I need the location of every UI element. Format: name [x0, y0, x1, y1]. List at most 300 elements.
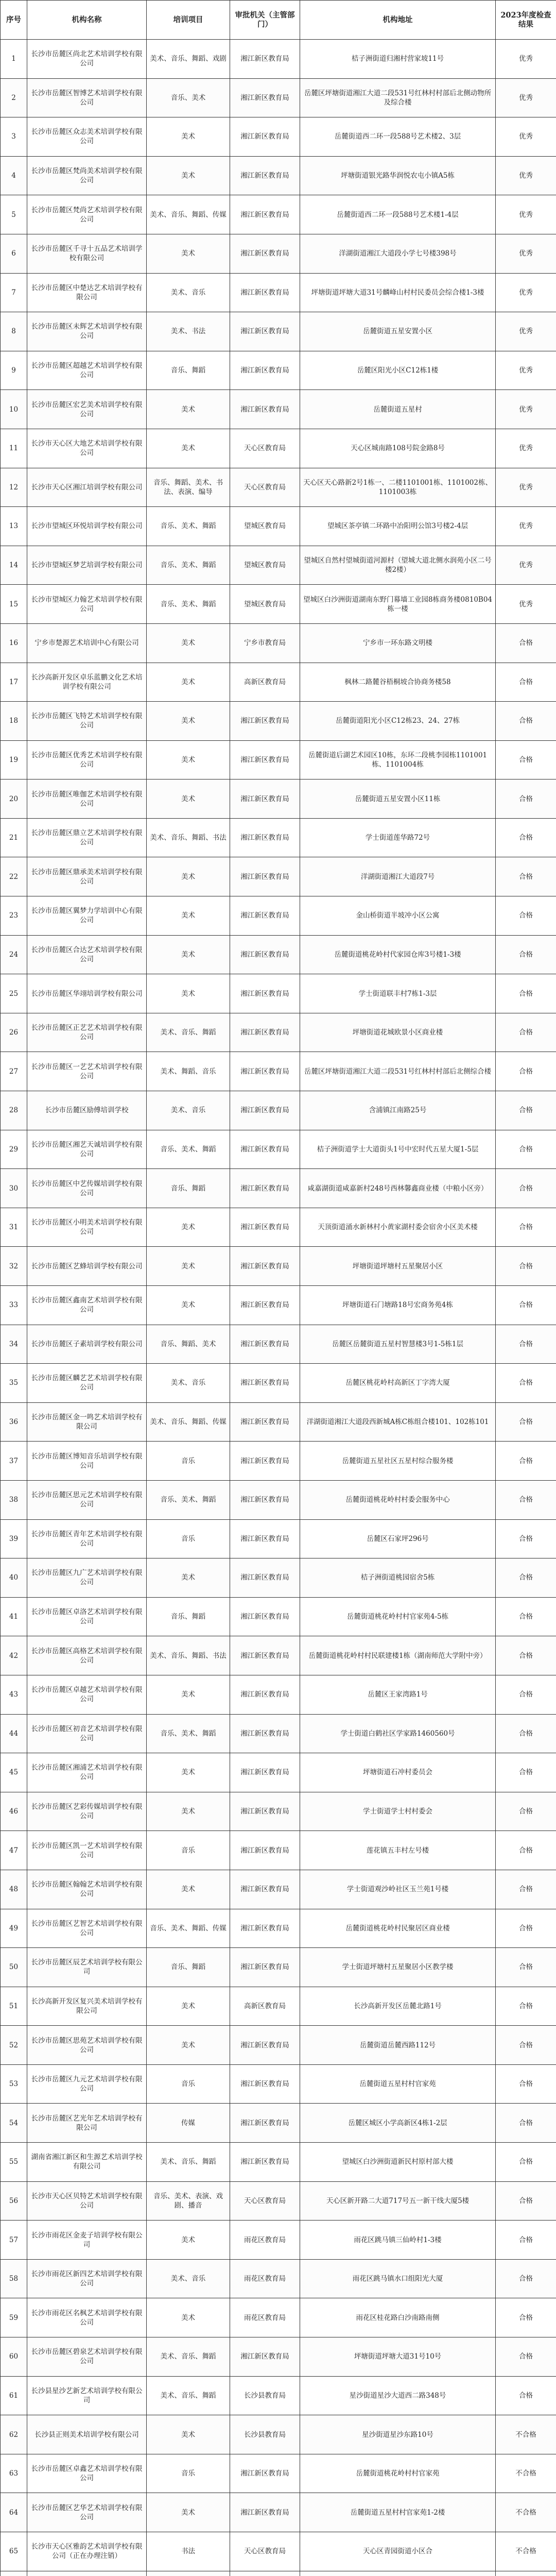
- cell-address: 岳麓街道桃花岭村村委会服务中心: [300, 1480, 496, 1519]
- cell-address: 莲花镇五丰村左号楼: [300, 1831, 496, 1870]
- cell-training-project: 音乐、舞蹈: [147, 351, 230, 390]
- cell-inspection-result: 合格: [496, 1792, 556, 1831]
- cell-training-project: 音乐、美术、舞蹈: [147, 1130, 230, 1169]
- cell-approval-authority: 湘江新区教育局: [230, 1091, 300, 1130]
- cell-inspection-result: 优秀: [496, 546, 556, 585]
- cell-training-project: 音乐、美术、表演、戏剧、播音: [147, 2181, 230, 2221]
- cell-training-project: 美术: [147, 1792, 230, 1831]
- cell-inspection-result: 合格: [496, 896, 556, 936]
- cell-no: 33: [1, 1286, 27, 1325]
- cell-institution-name: 长沙市岳麓区卓洛艺术培训学校有限公司: [27, 1597, 147, 1636]
- cell-no: 59: [1, 2298, 27, 2337]
- cell-approval-authority: 湘江新区教育局: [230, 1013, 300, 1052]
- cell-training-project: 传媒: [147, 2104, 230, 2143]
- cell-institution-name: 长沙市岳麓区辰艺术培训学校有限公司: [27, 1948, 147, 1987]
- cell-address: 岳麓区坪塘街道湘江大道二段531号红林村村部后北侧动物所及综合楼: [300, 78, 496, 117]
- cell-training-project: 音乐: [147, 1442, 230, 1481]
- cell-training-project: 美术: [147, 2415, 230, 2454]
- table-row: [1, 1948, 556, 1987]
- cell-no: 16: [1, 623, 27, 663]
- cell-training-project: 美术: [147, 2026, 230, 2065]
- cell-address: 坪塘街道坪塘村五星聚居小区: [300, 1247, 496, 1286]
- cell-institution-name: 长沙市岳麓区卓鑫艺术培训学校有限公司: [27, 2454, 147, 2493]
- cell-training-project: 音乐、美术、舞蹈: [147, 1480, 230, 1519]
- cell-no: 3: [1, 117, 27, 157]
- cell-address: 坪塘街道银光路华润悦农屯小镇A5栋: [300, 156, 496, 195]
- cell-training-project: 音乐: [147, 2454, 230, 2493]
- table-row: [1, 1714, 556, 1753]
- cell-training-project: 美术、音乐、舞蹈、传媒: [147, 1402, 230, 1442]
- cell-training-project: 音乐、美术、舞蹈、传媒: [147, 1909, 230, 1948]
- cell-inspection-result: 合格: [496, 1364, 556, 1403]
- cell-no: 7: [1, 273, 27, 312]
- cell-approval-authority: 湘江新区教育局: [230, 1247, 300, 1286]
- table-row: [1, 1364, 556, 1403]
- cell-address: 天心区新开路二大道717号五一新干线大厦5楼: [300, 2181, 496, 2221]
- cell-approval-authority: 天心区教育局: [230, 2532, 300, 2571]
- cell-training-project: 美术: [147, 779, 230, 819]
- cell-inspection-result: 合格: [496, 1013, 556, 1052]
- cell-approval-authority: 湘江新区教育局: [230, 1442, 300, 1481]
- cell-institution-name: 长沙市岳麓区智博艺术培训学校有限公司: [27, 78, 147, 117]
- cell-approval-authority: 湘江新区教育局: [230, 1792, 300, 1831]
- table-row: [1, 1636, 556, 1675]
- cell-address: 岳麓区岳麓街道五星村智慧楼3号1-5栋1层: [300, 1325, 496, 1364]
- cell-no: 44: [1, 1714, 27, 1753]
- cell-training-project: 音乐、舞蹈、美术、书法、表演、编导: [147, 468, 230, 507]
- table-row: [1, 1597, 556, 1636]
- cell-address: 望城区茶亭镇二环路中冶阳明公馆3号楼2-4层: [300, 507, 496, 546]
- cell-approval-authority: 湘江新区教育局: [230, 1402, 300, 1442]
- cell-training-project: 音乐、美术、舞蹈: [147, 585, 230, 624]
- table-row: [1, 896, 556, 936]
- cell-training-project: 音乐、舞蹈、美术: [147, 1325, 230, 1364]
- cell-no: 50: [1, 1948, 27, 1987]
- cell-institution-name: 长沙市岳麓区艺华艺术培训学校有限公司: [27, 2493, 147, 2532]
- cell-institution-name: 长沙市岳麓区湘艺天诚培训学校有限公司: [27, 1130, 147, 1169]
- cell-no: 57: [1, 2221, 27, 2260]
- cell-no: 11: [1, 429, 27, 468]
- cell-training-project: 美术: [147, 1208, 230, 1247]
- cell-training-project: 美术: [147, 663, 230, 702]
- cell-institution-name: 长沙市岳麓区翰翰艺术培训学校有限公司: [27, 1870, 147, 1909]
- cell-address: 学士街道白鹤社区学家路1460560号: [300, 1714, 496, 1753]
- cell-training-project: 美术、音乐: [147, 273, 230, 312]
- cell-inspection-result: 合格: [496, 857, 556, 896]
- cell-approval-authority: 湘江新区教育局: [230, 818, 300, 857]
- cell-approval-authority: 湘江新区教育局: [230, 1130, 300, 1169]
- cell-approval-authority: 长沙县教育局: [230, 2415, 300, 2454]
- cell-no: 15: [1, 585, 27, 624]
- cell-approval-authority: 天心区教育局: [230, 2181, 300, 2221]
- cell-approval-authority: 宁乡市教育局: [230, 623, 300, 663]
- cell-inspection-result: 优秀: [496, 468, 556, 507]
- cell-no: 26: [1, 1013, 27, 1052]
- cell-address: 金山桥街道半坡冲小区公寓: [300, 896, 496, 936]
- table-row: [1, 2532, 556, 2571]
- cell-training-project: 美术、音乐: [147, 2259, 230, 2298]
- cell-no: 45: [1, 1753, 27, 1792]
- cell-no: 36: [1, 1402, 27, 1442]
- cell-no: [1, 2571, 27, 2576]
- cell-inspection-result: 合格: [496, 2221, 556, 2260]
- cell-inspection-result: 合格: [496, 2181, 556, 2221]
- cell-no: 30: [1, 1169, 27, 1208]
- cell-training-project: 美术、音乐: [147, 1364, 230, 1403]
- cell-no: 38: [1, 1480, 27, 1519]
- cell-no: 62: [1, 2415, 27, 2454]
- cell-approval-authority: 高新区教育局: [230, 663, 300, 702]
- cell-no: 51: [1, 1987, 27, 2026]
- table-row: [1, 1753, 556, 1792]
- cell-address: 岳麓街道五星安置小区11栋: [300, 779, 496, 819]
- cell-address: 岳麓区王家湾路1号: [300, 1675, 496, 1714]
- cell-training-project: 美术: [147, 896, 230, 936]
- cell-no: 37: [1, 1442, 27, 1481]
- cell-address: 学士街道坪塘村五星聚居小区教学楼: [300, 1948, 496, 1987]
- cell-no: 64: [1, 2493, 27, 2532]
- cell-institution-name: 宁乡市楚源艺术培训中心有限公司: [27, 623, 147, 663]
- cell-approval-authority: 湘江新区教育局: [230, 2337, 300, 2377]
- cell-approval-authority: 湘江新区教育局: [230, 1948, 300, 1987]
- cell-no: 31: [1, 1208, 27, 1247]
- cell-institution-name: 长沙市岳麓区艺彩传媒培训学校有限公司: [27, 1792, 147, 1831]
- cell-address: 洋湖街道湘江大道段小学七号楼398号: [300, 234, 496, 273]
- cell-institution-name: 长沙市岳麓区鑫南艺术培训学校有限公司: [27, 1286, 147, 1325]
- cell-training-project: 美术: [147, 1987, 230, 2026]
- table-row: [1, 234, 556, 273]
- cell-institution-name: 长沙市望城区梦艺培训学校有限公司: [27, 546, 147, 585]
- cell-approval-authority: 湘江新区教育局: [230, 1597, 300, 1636]
- cell-address: 枫林二路麓谷梧桐坡合协商务楼58: [300, 663, 496, 702]
- cell-address: 岳麓区阳光小区C12栋1楼: [300, 351, 496, 390]
- cell-approval-authority: [230, 2571, 300, 2576]
- cell-institution-name: 长沙市岳麓区凯一艺术培训学校有限公司: [27, 1831, 147, 1870]
- cell-no: 46: [1, 1792, 27, 1831]
- cell-no: 6: [1, 234, 27, 273]
- cell-inspection-result: 合格: [496, 1402, 556, 1442]
- cell-inspection-result: 合格: [496, 1558, 556, 1598]
- cell-training-project: 音乐: [147, 1831, 230, 1870]
- table-row: [1, 117, 556, 157]
- table-row: [1, 623, 556, 663]
- cell-institution-name: 长沙市岳麓区飞特艺术培训学校有限公司: [27, 702, 147, 741]
- cell-inspection-result: 合格: [496, 2298, 556, 2337]
- cell-training-project: 美术: [147, 974, 230, 1013]
- table-row: [1, 1052, 556, 1091]
- cell-approval-authority: 望城区教育局: [230, 507, 300, 546]
- table-row: [1, 1870, 556, 1909]
- cell-no: 17: [1, 663, 27, 702]
- table-row: [1, 1909, 556, 1948]
- cell-no: 21: [1, 818, 27, 857]
- header-name: 机构名称: [27, 1, 147, 40]
- table-row: [1, 2376, 556, 2415]
- cell-inspection-result: 合格: [496, 1870, 556, 1909]
- cell-training-project: 音乐、美术、舞蹈: [147, 507, 230, 546]
- cell-no: 19: [1, 740, 27, 779]
- table-row: [1, 1208, 556, 1247]
- cell-address: 坪塘街道石冲村委员会: [300, 1753, 496, 1792]
- cell-address: 望城区白沙洲街道湖南东野门幕墙工业园8栋商务楼0810B04栋一楼: [300, 585, 496, 624]
- cell-no: 54: [1, 2104, 27, 2143]
- cell-institution-name: 长沙市岳麓区九元艺术培训学校有限公司: [27, 2064, 147, 2104]
- header-address: 机构地址: [300, 1, 496, 40]
- cell-institution-name: 长沙市岳麓区千寻十五品艺术培训学校有限公司: [27, 234, 147, 273]
- cell-approval-authority: 湘江新区教育局: [230, 1636, 300, 1675]
- cell-inspection-result: 合格: [496, 1831, 556, 1870]
- cell-approval-authority: 湘江新区教育局: [230, 1870, 300, 1909]
- cell-approval-authority: 湘江新区教育局: [230, 195, 300, 234]
- cell-address: 坪塘街道坪塘大道31号麟峰山村村民委员会综合楼1-3楼: [300, 273, 496, 312]
- cell-inspection-result: 优秀: [496, 234, 556, 273]
- cell-no: 10: [1, 390, 27, 429]
- cell-inspection-result: 合格: [496, 818, 556, 857]
- cell-approval-authority: 湘江新区教育局: [230, 2064, 300, 2104]
- table-row: [1, 702, 556, 741]
- table-row: [1, 351, 556, 390]
- cell-address: 桔子洲街道学士大道街头1号中宏时代五星大厦1-5层: [300, 1130, 496, 1169]
- cell-institution-name: 长沙市岳麓区思元艺术培训学校有限公司: [27, 1480, 147, 1519]
- cell-institution-name: 长沙市岳麓区华翊培训学校有限公司: [27, 974, 147, 1013]
- cell-inspection-result: 合格: [496, 2104, 556, 2143]
- cell-no: 2: [1, 78, 27, 117]
- table-row: [1, 2259, 556, 2298]
- cell-approval-authority: 湘江新区教育局: [230, 1909, 300, 1948]
- cell-institution-name: 长沙县星沙艺新艺术培训学校有限公司: [27, 2376, 147, 2415]
- cell-institution-name: 长沙市望城区环悦培训学校有限公司: [27, 507, 147, 546]
- cell-address: 学士街道观沙岭社区玉兰苑1号楼: [300, 1870, 496, 1909]
- cell-approval-authority: 湘江新区教育局: [230, 1286, 300, 1325]
- table-row: [1, 2337, 556, 2377]
- cell-address: 坪塘街道花城欧景小区商业楼: [300, 1013, 496, 1052]
- table-row: [1, 1402, 556, 1442]
- cell-institution-name: 长沙市雨花区金麦子培训学校有限公司: [27, 2221, 147, 2260]
- cell-training-project: 音乐: [147, 2064, 230, 2104]
- cell-training-project: 美术: [147, 1753, 230, 1792]
- cell-inspection-result: 合格: [496, 1519, 556, 1558]
- cell-approval-authority: 湘江新区教育局: [230, 390, 300, 429]
- cell-inspection-result: 合格: [496, 1714, 556, 1753]
- cell-no: 22: [1, 857, 27, 896]
- cell-no: 61: [1, 2376, 27, 2415]
- cell-address: 岳麓街道桃花岭村代家园仓库3号楼1-3楼: [300, 935, 496, 974]
- table-row: [1, 2454, 556, 2493]
- cell-no: 20: [1, 779, 27, 819]
- cell-training-project: 美术: [147, 2493, 230, 2532]
- table-row: [1, 1169, 556, 1208]
- cell-training-project: 美术、音乐、舞蹈、书法: [147, 1636, 230, 1675]
- cell-approval-authority: 湘江新区教育局: [230, 1558, 300, 1598]
- cell-address: 星沙街道星沙大道西二路348号: [300, 2376, 496, 2415]
- table-row: [1, 78, 556, 117]
- table-row: [1, 1286, 556, 1325]
- cell-training-project: 美术: [147, 234, 230, 273]
- cell-inspection-result: 优秀: [496, 195, 556, 234]
- cell-approval-authority: 湘江新区教育局: [230, 2493, 300, 2532]
- cell-training-project: 音乐、美术、舞蹈: [147, 1714, 230, 1753]
- cell-inspection-result: 优秀: [496, 585, 556, 624]
- table-row: [1, 2026, 556, 2065]
- cell-approval-authority: 湘江新区教育局: [230, 156, 300, 195]
- table-row: [1, 2221, 556, 2260]
- cell-institution-name: 长沙市岳麓区湘浦艺术培训学校有限公司: [27, 1753, 147, 1792]
- cell-approval-authority: 天心区教育局: [230, 468, 300, 507]
- table-row: [1, 935, 556, 974]
- cell-inspection-result: 合格: [496, 663, 556, 702]
- cell-approval-authority: 湘江新区教育局: [230, 1714, 300, 1753]
- cell-institution-name: 长沙市岳麓区梵尚美术培训学校有限公司: [27, 156, 147, 195]
- cell-approval-authority: 湘江新区教育局: [230, 702, 300, 741]
- cell-institution-name: 长沙高新开发区卓乐蓝鹏文化艺术培训学校有限公司: [27, 663, 147, 702]
- cell-inspection-result: [496, 2571, 556, 2576]
- cell-address: 望城区自然村望城街道河源村（望城大道北侧水润苑小区二号楼2楼）: [300, 546, 496, 585]
- cell-address: 学士街道学士村村委会: [300, 1792, 496, 1831]
- table-row: [1, 1792, 556, 1831]
- cell-approval-authority: 长沙县教育局: [230, 2376, 300, 2415]
- cell-institution-name: 湖南省湘江新区和生源艺术培训学校有限公司: [27, 2143, 147, 2182]
- cell-no: 32: [1, 1247, 27, 1286]
- cell-inspection-result: 合格: [496, 702, 556, 741]
- cell-training-project: 美术: [147, 390, 230, 429]
- cell-inspection-result: 合格: [496, 1325, 556, 1364]
- cell-approval-authority: 湘江新区教育局: [230, 40, 300, 79]
- table-row: [1, 2064, 556, 2104]
- cell-training-project: 美术: [147, 740, 230, 779]
- table-row: [1, 156, 556, 195]
- cell-approval-authority: 湘江新区教育局: [230, 857, 300, 896]
- cell-address: 岳麓区桃花岭村高新区丁字湾大厦: [300, 1364, 496, 1403]
- cell-address: 学士街道莲华路72号: [300, 818, 496, 857]
- table-row: [1, 1987, 556, 2026]
- cell-address: 桔子洲街道归湘村营家坡11号: [300, 40, 496, 79]
- cell-institution-name: 长沙市岳麓区小明美术培训学校有限公司: [27, 1208, 147, 1247]
- cell-inspection-result: 优秀: [496, 351, 556, 390]
- cell-approval-authority: 湘江新区教育局: [230, 78, 300, 117]
- cell-institution-name: 长沙市岳麓区鼎承美术培训学校有限公司: [27, 857, 147, 896]
- cell-training-project: 美术: [147, 935, 230, 974]
- table-row: [1, 507, 556, 546]
- cell-address: 岳麓区坪塘街道湘江大道二段531号红林村村部后北侧综合楼: [300, 1052, 496, 1091]
- cell-approval-authority: 湘江新区教育局: [230, 1519, 300, 1558]
- cell-approval-authority: 高新区教育局: [230, 1987, 300, 2026]
- cell-address: 岳麓街道桃花岭村村民联建楼1栋（湖南师范大学附中旁）: [300, 1636, 496, 1675]
- cell-inspection-result: 合格: [496, 2026, 556, 2065]
- cell-no: 8: [1, 312, 27, 351]
- cell-inspection-result: 优秀: [496, 273, 556, 312]
- cell-approval-authority: 湘江新区教育局: [230, 351, 300, 390]
- cell-inspection-result: 合格: [496, 2376, 556, 2415]
- cell-approval-authority: 湘江新区教育局: [230, 1753, 300, 1792]
- cell-address: 天心区城南路108号院金路8号: [300, 429, 496, 468]
- cell-institution-name: 长沙市岳麓区艺蜂培训学校有限公司: [27, 1247, 147, 1286]
- table-body: [1, 40, 556, 2576]
- cell-inspection-result: 优秀: [496, 312, 556, 351]
- cell-approval-authority: 湘江新区教育局: [230, 935, 300, 974]
- cell-inspection-result: 合格: [496, 1052, 556, 1091]
- cell-no: 39: [1, 1519, 27, 1558]
- cell-address: 坪塘街道坪塘大道31号10号: [300, 2337, 496, 2377]
- cell-inspection-result: 优秀: [496, 40, 556, 79]
- table-row: [1, 1831, 556, 1870]
- cell-no: 58: [1, 2259, 27, 2298]
- cell-institution-name: 长沙市岳麓区艺智艺术培训学校有限公司: [27, 1909, 147, 1948]
- cell-institution-name: 长沙县正则美术培训学校有限公司: [27, 2415, 147, 2454]
- cell-institution-name: 长沙市岳麓区宏艺美术培训学校有限公司: [27, 390, 147, 429]
- cell-training-project: 音乐、美术、舞蹈: [147, 546, 230, 585]
- cell-approval-authority: 湘江新区教育局: [230, 1208, 300, 1247]
- cell-no: 43: [1, 1675, 27, 1714]
- table-row: [1, 1558, 556, 1598]
- cell-institution-name: 长沙市岳麓区唯伽艺术培训学校有限公司: [27, 779, 147, 819]
- table-row: [1, 2104, 556, 2143]
- cell-institution-name: 长沙市岳麓区合达艺术培训学校有限公司: [27, 935, 147, 974]
- cell-inspection-result: 合格: [496, 1247, 556, 1286]
- cell-institution-name: 长沙市岳麓区正艺艺术培训学校有限公司: [27, 1013, 147, 1052]
- table-row: [1, 1675, 556, 1714]
- table-row: [1, 195, 556, 234]
- cell-inspection-result: 合格: [496, 2259, 556, 2298]
- cell-no: 14: [1, 546, 27, 585]
- cell-training-project: 美术、音乐、舞蹈、戏剧: [147, 40, 230, 79]
- cell-training-project: 书法: [147, 2532, 230, 2571]
- cell-training-project: 美术、音乐、舞蹈: [147, 2376, 230, 2415]
- cell-address: 含浦镇江南路25号: [300, 1091, 496, 1130]
- cell-address: 岳麓街道五星社区五星村综合服务楼: [300, 1442, 496, 1481]
- cell-no: 24: [1, 935, 27, 974]
- cell-institution-name: 长沙市望城区力翰艺术培训学校有限公司: [27, 585, 147, 624]
- table-row: [1, 1130, 556, 1169]
- cell-institution-name: [27, 2571, 147, 2576]
- cell-address: 岳麓街道桃花岭村村官家苑: [300, 2454, 496, 2493]
- cell-address: 岳麓街道后湖艺术园区10栋，东环二段桃李园栋1101001栋、1101004栋: [300, 740, 496, 779]
- table-row: [1, 1519, 556, 1558]
- table-row: [1, 663, 556, 702]
- cell-approval-authority: 湘江新区教育局: [230, 2026, 300, 2065]
- cell-inspection-result: 合格: [496, 1208, 556, 1247]
- cell-institution-name: 长沙市岳麓区鼎立艺术培训学校有限公司: [27, 818, 147, 857]
- cell-institution-name: 长沙市天心区湘江培训学校有限公司: [27, 468, 147, 507]
- table-row: [1, 468, 556, 507]
- cell-no: 56: [1, 2181, 27, 2221]
- cell-approval-authority: 湘江新区教育局: [230, 1831, 300, 1870]
- cell-institution-name: 长沙市岳麓区高格艺术培训学校有限公司: [27, 1636, 147, 1675]
- cell-institution-name: 长沙市岳麓区碧泉艺术培训学校有限公司: [27, 2337, 147, 2377]
- cell-institution-name: 长沙市雨花区新四艺术培训学校有限公司: [27, 2259, 147, 2298]
- cell-no: 29: [1, 1130, 27, 1169]
- table-row: [1, 390, 556, 429]
- cell-approval-authority: 湘江新区教育局: [230, 234, 300, 273]
- cell-institution-name: 长沙市岳麓区超越艺术培训学校有限公司: [27, 351, 147, 390]
- table-row: [1, 740, 556, 779]
- cell-approval-authority: 湘江新区教育局: [230, 273, 300, 312]
- cell-training-project: 美术: [147, 117, 230, 157]
- cell-training-project: 美术: [147, 857, 230, 896]
- cell-inspection-result: 优秀: [496, 78, 556, 117]
- cell-inspection-result: 不合格: [496, 2532, 556, 2571]
- cell-address: 桔子洲街道桃园宿舍5栋: [300, 1558, 496, 1598]
- cell-approval-authority: 望城区教育局: [230, 585, 300, 624]
- header-project: 培训项目: [147, 1, 230, 40]
- cell-address: 岳麓街道五星村村官家苑: [300, 2064, 496, 2104]
- table-row: [1, 2493, 556, 2532]
- cell-no: 25: [1, 974, 27, 1013]
- cell-approval-authority: 湘江新区教育局: [230, 1325, 300, 1364]
- cell-institution-name: 长沙市岳麓区青年艺术培训学校有限公司: [27, 1519, 147, 1558]
- cell-address: 星沙街道星沙东路10号: [300, 2415, 496, 2454]
- cell-institution-name: 长沙市岳麓区中楚达艺术培训学校有限公司: [27, 273, 147, 312]
- cell-address: 岳麓街道岳麓西路112号: [300, 2026, 496, 2065]
